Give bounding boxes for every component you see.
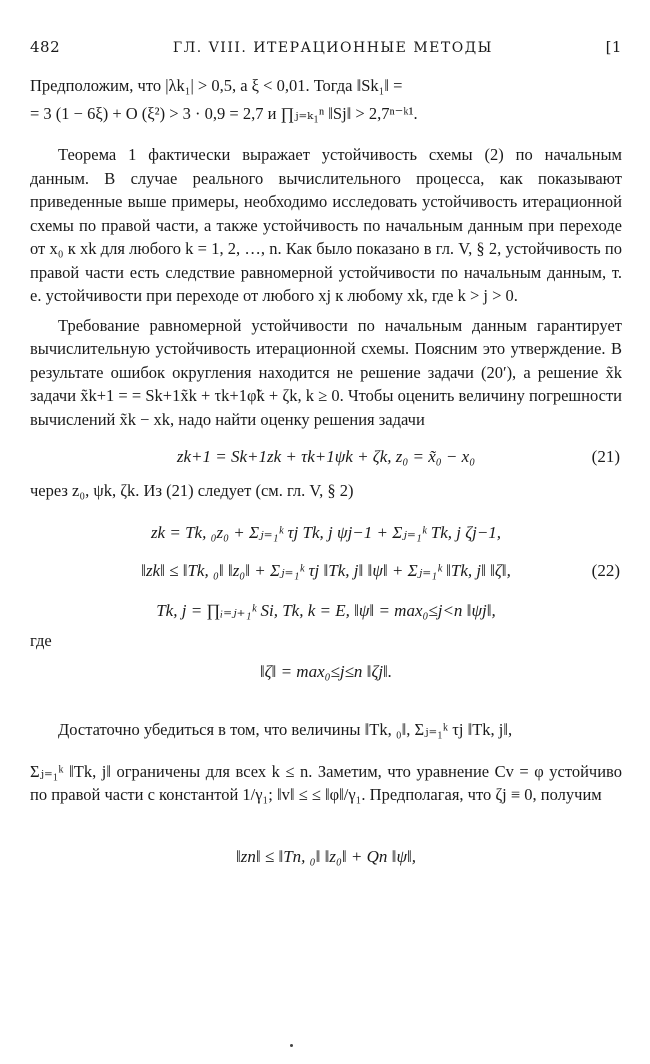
equation-number-22: (22)	[591, 560, 620, 580]
formula-21	[30, 445, 622, 469]
running-title: ГЛ. VIII. ИТЕРАЦИОННЫЕ МЕТОДЫ	[172, 40, 493, 56]
formula-zn-estimate	[30, 845, 622, 869]
paragraph-theorem: Теорема 1 фактически выражает устойчивость схемы (2) по начальным данным. В случае реального вычислительного процесса, как показывают приведенные выше примеры, необходимо исследовать устойчивость итерационной схемы по правой части, а также устойчивость по начальным данным при переходе от x₀ к xk для любого k = 1, 2, …, n. Как было показано в гл. V, § 2, устойчивость по правой части есть следствие равномерной устойчивости по начальным данным, т. е. устойчивости при переходе от любого xj к любому xk, где k > j > 0.	[30, 145, 622, 305]
formula-21-body: zk+1 = Sk+1zk + τk+1ψk + ζk, z₀ = x̃₀ − x₀	[176, 447, 476, 466]
print-speck	[290, 1044, 293, 1047]
formula-zeta-body: ‖ζ‖ = max₀≤j≤n ‖ζj‖.	[259, 662, 393, 681]
paragraph-sufficient-line1: Достаточно убедиться в том, что величины ‖Tk, ₀‖, Σⱼ₌₁ᵏ τj ‖Tk, j‖,	[58, 720, 513, 739]
page-number: 482	[30, 38, 61, 56]
paragraph-assumption-line2: = 3 (1 − 6ξ) + O (ξ²) > 3 · 0,9 = 2,7 и ∏ⱼ₌ₖ₁ⁿ ‖Sj‖ > 2,7ⁿ⁻ᵏ¹.	[30, 103, 418, 123]
paragraph-sufficient-rest: Σⱼ₌₁ᵏ ‖Tk, j‖ ограничены для всех k ≤ n. Заметим, что уравнение Cv = φ устойчиво по правой части с константой 1/γ₁; ‖v‖ ≤ ≤ ‖φ‖/γ₁. Предполагая, что ζj ≡ 0, получим	[30, 761, 622, 804]
formula-22b-body: ‖zk‖ ≤ ‖Tk, ₀‖ ‖z₀‖ + Σⱼ₌₁ᵏ τj ‖Tk, j‖ ‖ψ‖ + Σⱼ₌₁ᵏ ‖Tk, j‖ ‖ζ‖,	[141, 560, 511, 580]
equation-number-21: (21)	[591, 447, 620, 466]
formula-22-solution	[30, 521, 622, 545]
word-where: где	[30, 630, 52, 650]
formula-22-definitions	[30, 599, 622, 623]
paragraph-assumption-line1: Предположим, что |λk₁| > 0,5, а ξ < 0,01. Тогда ‖Sk₁‖ =	[30, 76, 403, 95]
formula-zn-body: ‖zn‖ ≤ ‖Tn, ₀‖ ‖z₀‖ + Qn ‖ψ‖,	[235, 846, 417, 866]
formula-22a-body: zk = Tk, ₀z₀ + Σⱼ₌₁ᵏ τj Tk, j ψj−1 + Σⱼ₌₁ᵏ Tk, j ζj−1,	[150, 522, 502, 542]
paragraph-through: через z₀, ψk, ζk. Из (21) следует (см. гл. V, § 2)	[30, 481, 354, 500]
page-header	[30, 38, 622, 56]
formula-22c-body: Tk, j = ∏ᵢ₌ⱼ₊₁ᵏ Si, Tk, k = E, ‖ψ‖ = max₀≤j<n ‖ψj‖,	[156, 600, 496, 620]
formula-22-estimate	[30, 559, 622, 583]
paragraph-requirement: Требование равномерной устойчивости по начальным данным гарантирует вычислительную устойчивость итерационной схемы. Поясним это утверждение. В результате ошибок округления находится не решение задачи (20′), а решение x̃k задачи x̃k+1 = = Sk+1x̃k + τk+1φ̃k + ζk, k ≥ 0. Чтобы оценить величину погрешности вычислений x̃k − xk, надо найти оценку решения задачи	[30, 315, 622, 429]
formula-zeta-norm	[30, 660, 622, 684]
section-mark: [1	[605, 38, 622, 56]
